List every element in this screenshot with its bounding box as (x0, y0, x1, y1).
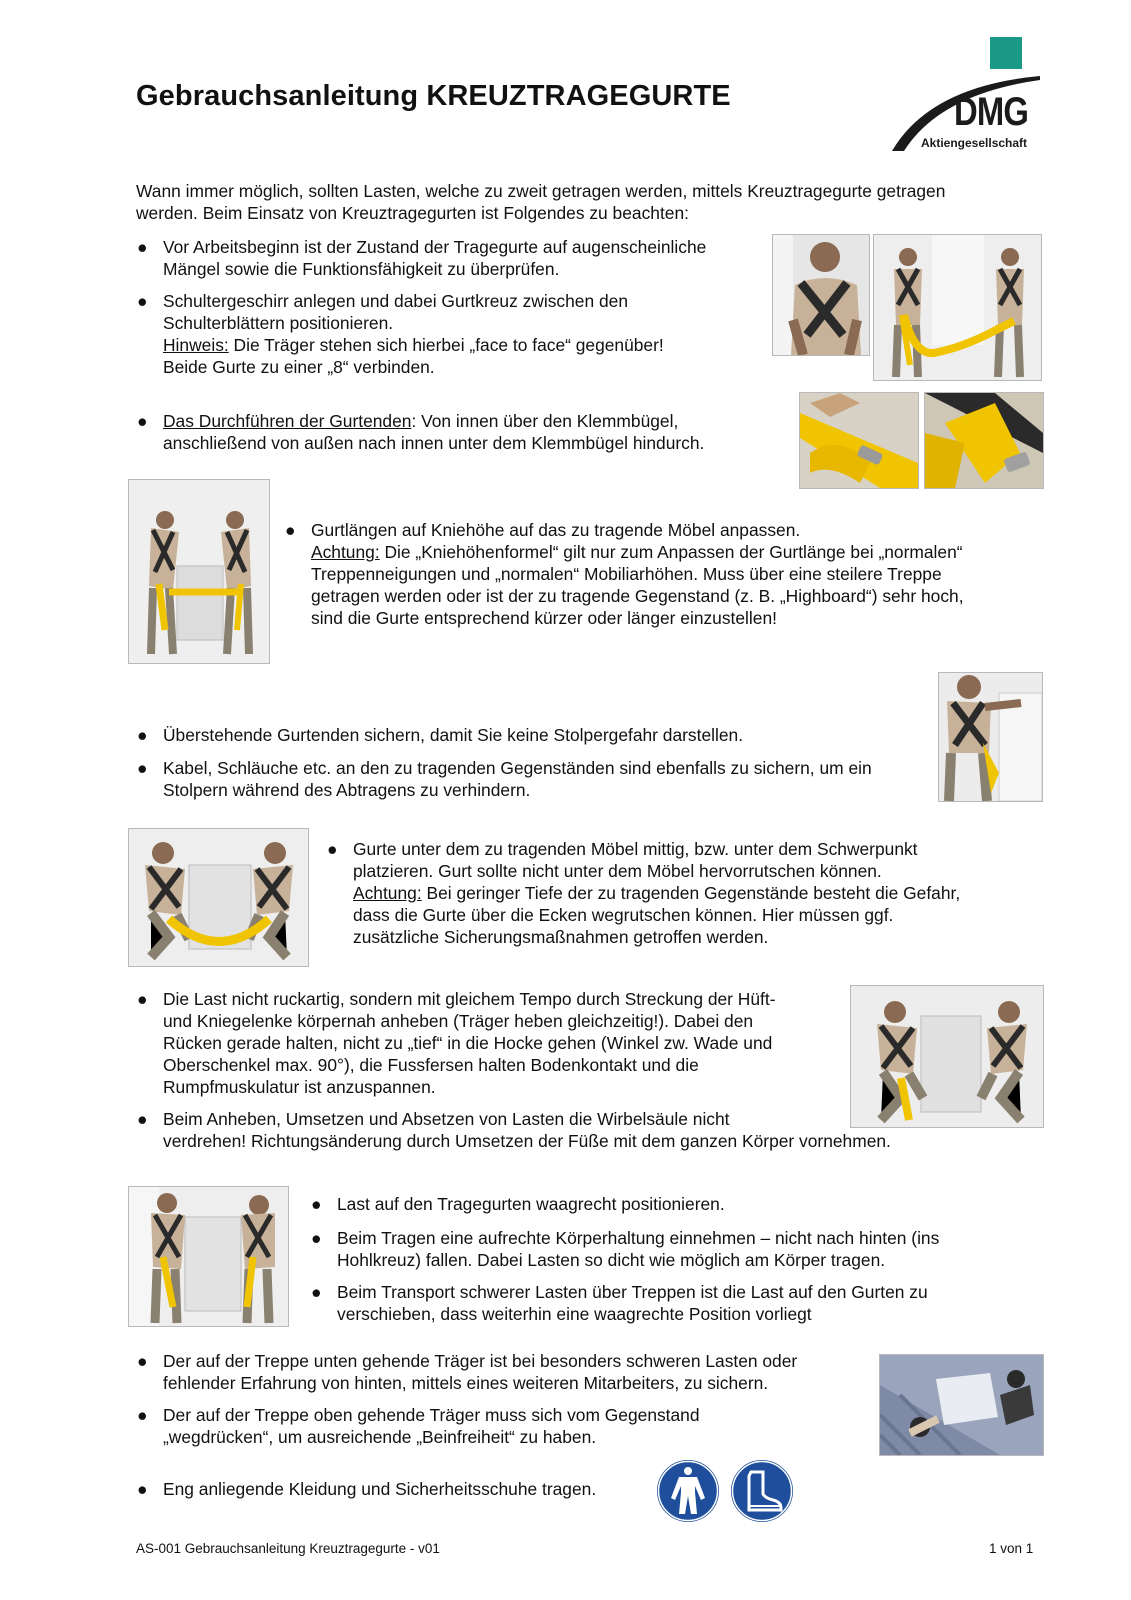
item-line: Der auf der Treppe oben gehende Träger muss sich vom Gegenstand (163, 1405, 700, 1425)
photo-buckle-1 (799, 392, 919, 489)
safety-shoes-icon (729, 1458, 795, 1524)
item-line: Überstehende Gurtenden sichern, damit Sie keine Stolpergefahr darstellen. (163, 725, 744, 745)
logo-name: DMG (954, 90, 1029, 134)
footer-page-number: 1 von 1 (989, 1541, 1034, 1556)
bullet: ● (137, 411, 148, 431)
item-label: Achtung: (353, 883, 422, 903)
item-line: Eng anliegende Kleidung und Sicherheitsschuhe tragen. (163, 1479, 597, 1499)
item-line: und Kniegelenke körpernah anheben (Träger heben gleichzeitig!). Dabei den (163, 1011, 754, 1031)
photo-stairs (879, 1354, 1044, 1456)
intro-line-2: werden. Beim Einsatz von Kreuztragegurten ist Folgendes zu beachten: (136, 203, 689, 223)
photo-lifting (850, 985, 1044, 1128)
bullet: ● (137, 237, 148, 257)
item-line: Treppenneigungen und „normalen“ Mobiliarhöhen. Muss über eine steilere Treppe (311, 564, 942, 584)
logo-subtitle: Aktiengesellschaft (921, 136, 1028, 150)
photo-carrying (128, 1186, 289, 1327)
protective-clothing-icon (655, 1458, 721, 1524)
bullet: ● (137, 725, 148, 745)
bullet: ● (285, 520, 296, 540)
bullet: ● (137, 1351, 148, 1371)
item-line: verschieben, dass weiterhin eine waagrechte Position vorliegt (337, 1304, 812, 1324)
bullet: ● (137, 989, 148, 1009)
item-text: : Von innen über den Klemmbügel, (411, 411, 679, 431)
photo-harness-back (772, 234, 870, 356)
item-text: Die „Kniehöhenformel“ gilt nur zum Anpassen der Gurtlänge bei „normalen“ (379, 542, 963, 562)
bullet: ● (137, 1479, 148, 1499)
photo-face-to-face (873, 234, 1042, 381)
note-label: Hinweis: (163, 335, 229, 355)
item-line: Hohlkreuz) fallen. Dabei Lasten so dicht wie möglich am Körper tragen. (337, 1250, 886, 1270)
item-line: Gurtlängen auf Kniehöhe auf das zu tragende Möbel anpassen. (311, 520, 801, 540)
item-line: Beide Gurte zu einer „8“ verbinden. (163, 357, 435, 377)
bullet: ● (311, 1194, 322, 1214)
item-line: dass die Gurte über die Ecken wegrutschen können. Hier müssen ggf. (353, 905, 894, 925)
item-line: anschließend von außen nach innen unter dem Klemmbügel hindurch. (163, 433, 705, 453)
item-label: Achtung: (311, 542, 380, 562)
photo-position-straps (128, 828, 309, 967)
item-line: Kabel, Schläuche etc. an den zu tragenden Gegenständen sind ebenfalls zu sichern, um ein (163, 758, 872, 778)
item-line: Der auf der Treppe unten gehende Träger ist bei besonders schweren Lasten oder (163, 1351, 798, 1371)
item-line: Rumpfmuskulatur ist anzuspannen. (163, 1077, 436, 1097)
bullet: ● (327, 839, 338, 859)
item-line: verdrehen! Richtungsänderung durch Umsetzen der Füße mit dem ganzen Körper vornehmen. (163, 1131, 891, 1151)
note-text: Die Träger stehen sich hierbei „face to face“ gegenüber! (228, 335, 664, 355)
item-line: Rücken gerade halten, nicht zu „tief“ in die Hocke gehen (Winkel zw. Wade und (163, 1033, 773, 1053)
footer-doc-id: AS-001 Gebrauchsanleitung Kreuztragegurte - v01 (136, 1541, 440, 1556)
item-line: Schultergeschirr anlegen und dabei Gurtkreuz zwischen den (163, 291, 628, 311)
item-line: getragen werden oder ist der zu tragende Gegenstand (z. B. „Highboard“) sehr hoch, (311, 586, 964, 606)
photo-adjust-length (128, 479, 270, 664)
item-line: Last auf den Tragegurten waagrecht positionieren. (337, 1194, 725, 1214)
dmg-logo (890, 36, 1050, 156)
item-line: Oberschenkel max. 90°), die Fussfersen halten Bodenkontakt und die (163, 1055, 699, 1075)
photo-buckle-2 (924, 392, 1044, 489)
bullet: ● (311, 1282, 322, 1302)
bullet: ● (137, 1405, 148, 1425)
item-line: Beim Transport schwerer Lasten über Treppen ist die Last auf den Gurten zu (337, 1282, 928, 1302)
item-line: fehlender Erfahrung von hinten, mittels eines weiteren Mitarbeiters, zu sichern. (163, 1373, 769, 1393)
intro-line-1: Wann immer möglich, sollten Lasten, welche zu zweit getragen werden, mittels Kreuztragegurte getragen (136, 181, 946, 201)
bullet: ● (137, 1109, 148, 1129)
item-line: „wegdrücken“, um ausreichende „Beinfreiheit“ zu haben. (163, 1427, 597, 1447)
item-line: Stolpern während des Abtragens zu verhindern. (163, 780, 531, 800)
item-line: platzieren. Gurt sollte nicht unter dem Möbel hervorrutschen können. (353, 861, 882, 881)
photo-secure-ends (938, 672, 1043, 802)
item-line: zusätzliche Sicherungsmaßnahmen getroffen werden. (353, 927, 769, 947)
item-line: Schulterblättern positionieren. (163, 313, 394, 333)
item-text: Bei geringer Tiefe der zu tragenden Gegenstände besteht die Gefahr, (421, 883, 961, 903)
item-line: Vor Arbeitsbeginn ist der Zustand der Tragegurte auf augenscheinliche (163, 237, 707, 257)
item-line: sind die Gurte entsprechend kürzer oder länger einzustellen! (311, 608, 777, 628)
item-line: Beim Anheben, Umsetzen und Absetzen von Lasten die Wirbelsäule nicht (163, 1109, 730, 1129)
bullet: ● (137, 291, 148, 311)
item-line: Die Last nicht ruckartig, sondern mit gleichem Tempo durch Streckung der Hüft- (163, 989, 776, 1009)
item-line: Gurte unter dem zu tragenden Möbel mittig, bzw. unter dem Schwerpunkt (353, 839, 918, 859)
bullet: ● (311, 1228, 322, 1248)
page-title: Gebrauchsanleitung KREUZTRAGEGURTE (136, 80, 731, 112)
item-label: Das Durchführen der Gurtenden (163, 411, 412, 431)
item-line: Beim Tragen eine aufrechte Körperhaltung einnehmen – nicht nach hinten (ins (337, 1228, 940, 1248)
bullet: ● (137, 758, 148, 778)
item-line: Mängel sowie die Funktionsfähigkeit zu überprüfen. (163, 259, 560, 279)
